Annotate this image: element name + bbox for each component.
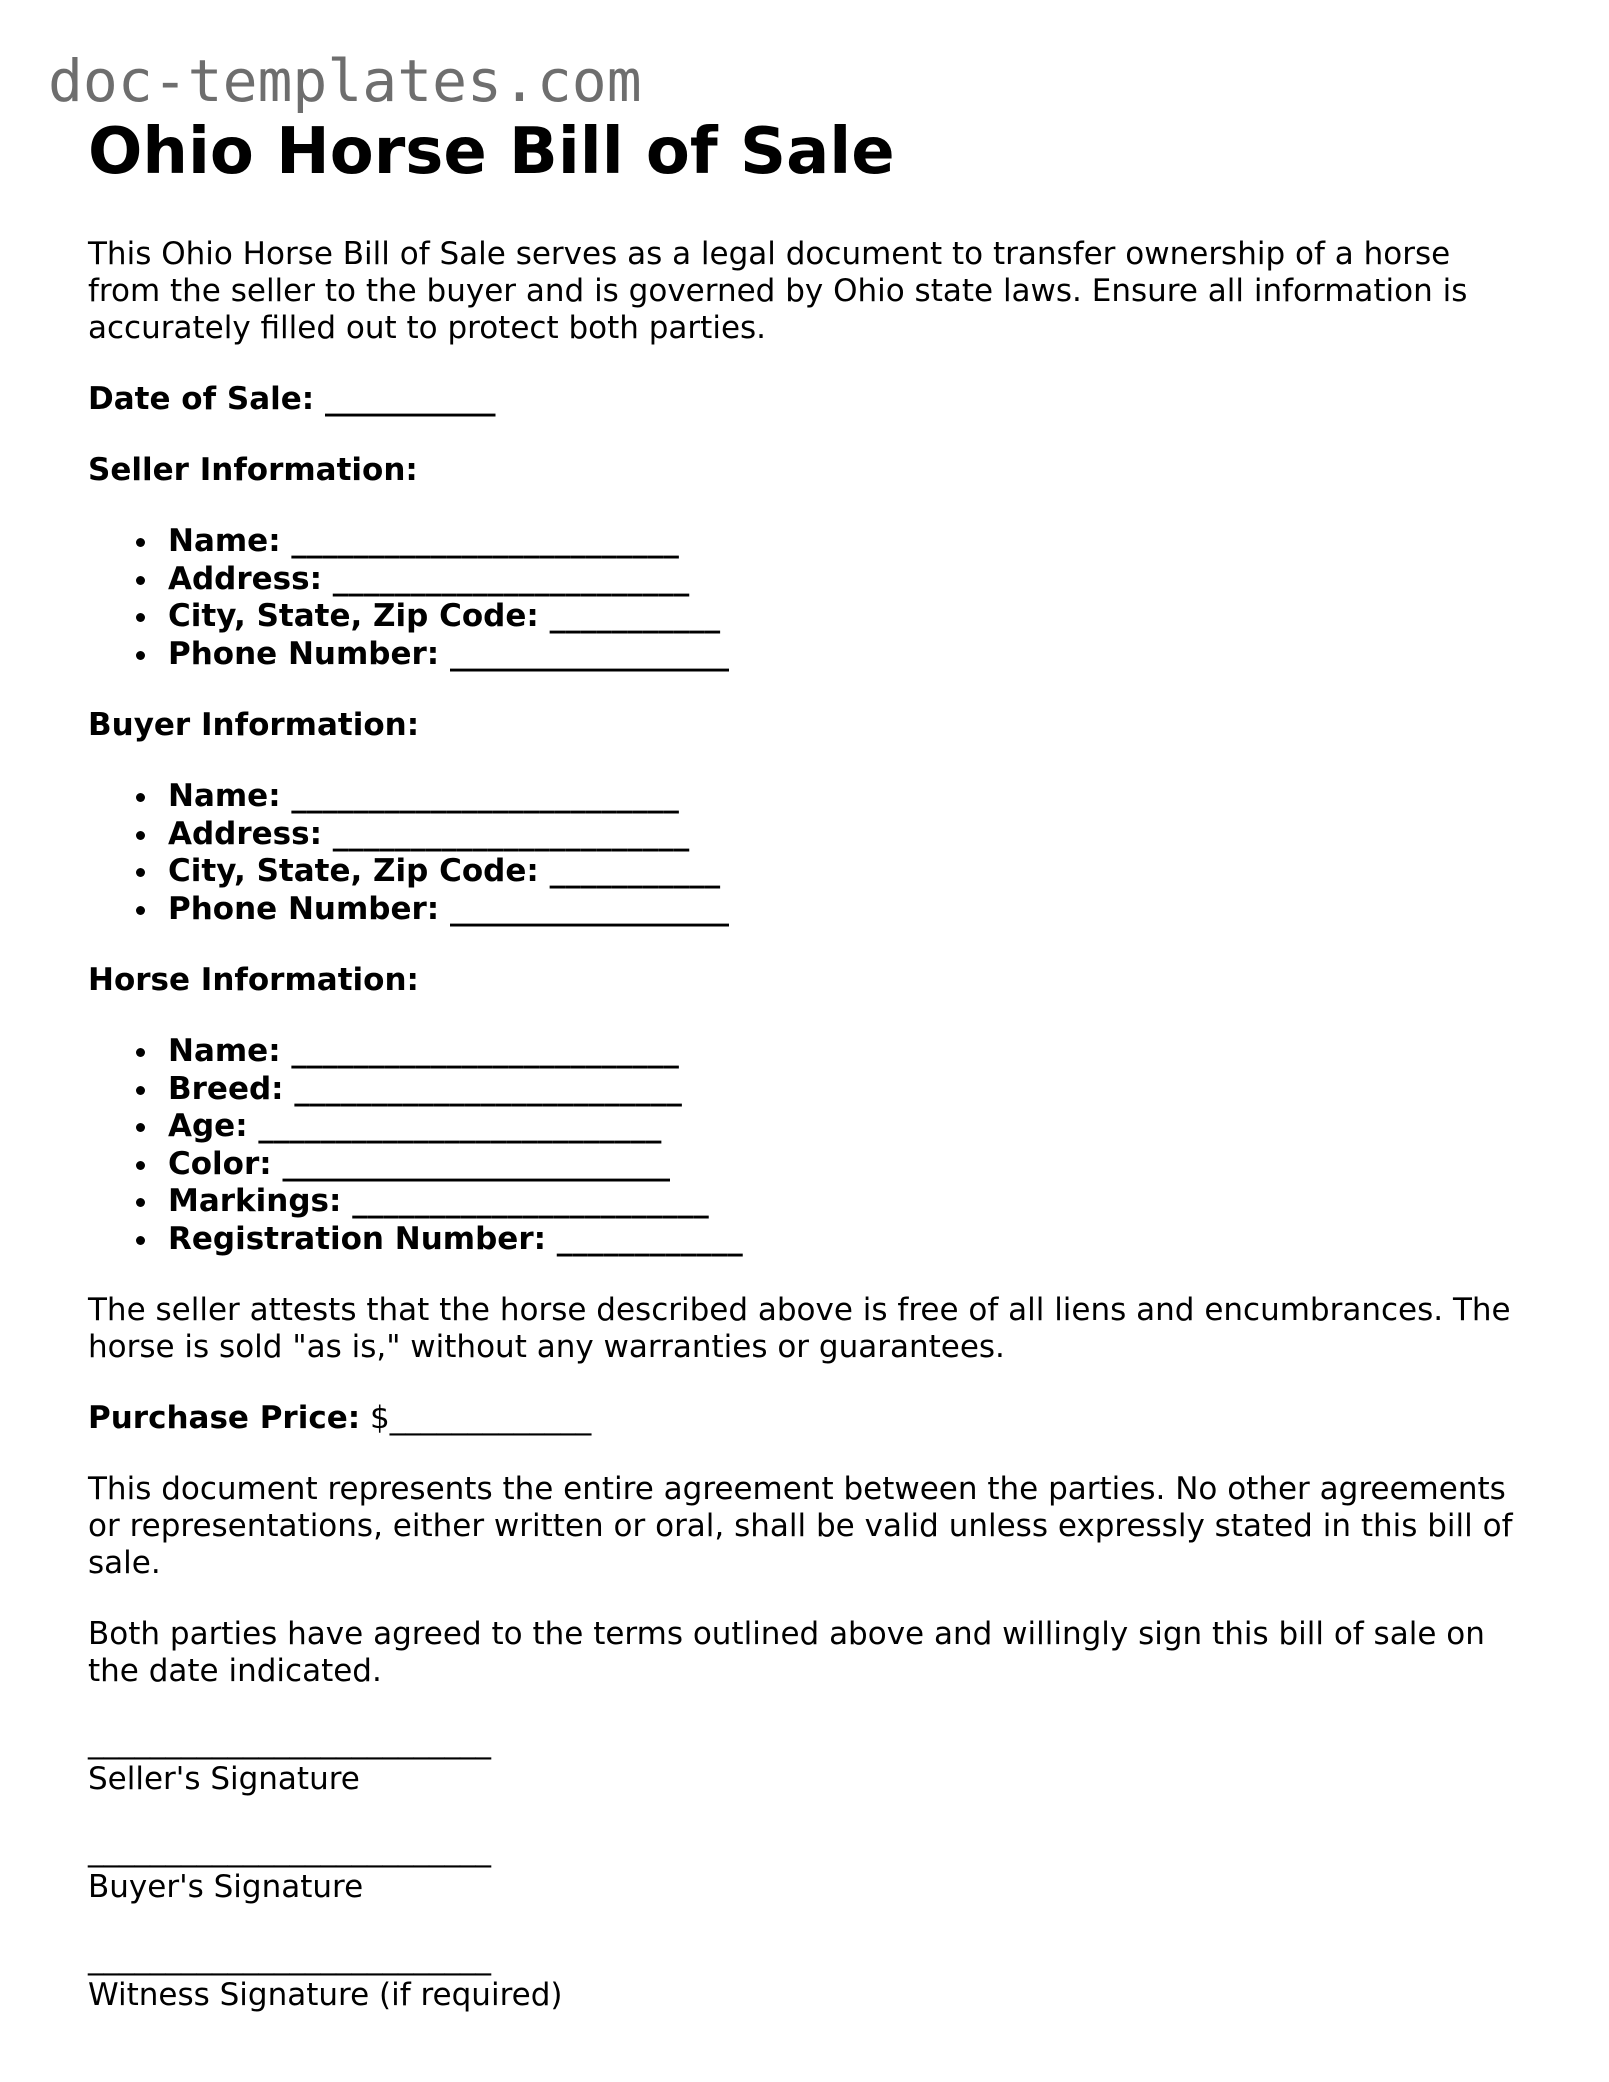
watermark: doc-templates.com [48,47,642,115]
field-label: Name: [168,778,281,814]
witness-signature-label: Witness Signature (if required) [88,1977,563,2013]
field-label: City, State, Zip Code: [168,598,539,634]
field-label: Markings: [168,1183,342,1219]
buyer-signature-line[interactable]: __________________________ [88,1832,491,1868]
entire-agreement-paragraph: This document represents the entire agreement between the parties. No other agreements or representations, either written or oral, shall be valid unless expressly stated in this bill of sale. [88,1471,1513,1581]
seller-phone-field [168,636,1528,674]
buyer-name-blank[interactable]: _________________________ [280,778,679,814]
field-label: Name: [168,523,281,559]
buyer-phone-blank[interactable]: __________________ [439,890,729,927]
seller-city-state-zip-field [168,598,1528,636]
horse-registration-number-blank[interactable]: ____________ [546,1220,743,1257]
buyer-address-field [168,816,1528,854]
horse-color-field [168,1146,1528,1184]
document-body [88,112,1528,2048]
witness-signature-block [88,1940,1528,2014]
buyer-city-state-zip-field [168,853,1528,891]
horse-name-field [168,1033,1528,1071]
field-label: Age: [168,1108,248,1144]
buyer-signature-block [88,1832,1528,1906]
field-label: Breed: [168,1070,284,1107]
seller-phone-blank[interactable]: __________________ [439,635,729,672]
document-title: Ohio Horse Bill of Sale [88,115,895,189]
field-label: Color: [168,1145,272,1182]
seller-signature-block [88,1724,1528,1798]
horse-color-blank[interactable]: _________________________ [271,1145,670,1182]
purchase-price-blank[interactable]: $_____________ [360,1400,592,1436]
horse-section-heading: Horse Information: [88,962,419,998]
field-label: Address: [168,560,322,597]
intro-paragraph: This Ohio Horse Bill of Sale serves as a legal document to transfer ownership of a horse from the seller to the buyer and is governed by Ohio state laws. Ensure all information is accurately filled out to protect both parties. [88,236,1468,346]
seller-fields-list [88,523,1528,673]
buyer-phone-field [168,891,1528,929]
field-label: Address: [168,815,322,852]
field-label: Name: [168,1033,281,1069]
horse-markings-field [168,1183,1528,1221]
seller-section-heading: Seller Information: [88,452,418,488]
field-label: City, State, Zip Code: [168,853,539,889]
field-label: Registration Number: [168,1220,547,1257]
horse-breed-blank[interactable]: _________________________ [283,1070,682,1107]
buyer-name-field [168,778,1528,816]
horse-name-blank[interactable]: _________________________ [280,1033,679,1069]
seller-name-blank[interactable]: _________________________ [280,523,679,559]
horse-fields-list [88,1033,1528,1258]
horse-breed-field [168,1071,1528,1109]
seller-address-blank[interactable]: _______________________ [322,560,690,597]
horse-age-field [168,1108,1528,1146]
buyer-fields-list [88,778,1528,928]
buyer-section-heading: Buyer Information: [88,707,420,743]
seller-city-state-zip-blank[interactable]: ___________ [538,598,721,634]
purchase-price-field [88,1400,1528,1437]
field-label: Phone Number: [168,890,440,927]
purchase-price-label: Purchase Price: [88,1400,361,1436]
seller-signature-line[interactable]: __________________________ [88,1724,491,1760]
horse-registration-number-field [168,1221,1528,1259]
attestation-paragraph: The seller attests that the horse described above is free of all liens and encumbrances. The horse is sold "as is," without any warranties or guarantees. [88,1292,1511,1365]
date-of-sale-field [88,381,1528,418]
seller-name-field [168,523,1528,561]
witness-signature-line[interactable]: __________________________ [88,1940,491,1976]
horse-age-blank[interactable]: __________________________ [247,1108,662,1144]
agreement-paragraph: Both parties have agreed to the terms outlined above and willingly sign this bill of sale on the date indicated. [88,1616,1485,1689]
field-label: Phone Number: [168,635,440,672]
seller-address-field [168,561,1528,599]
date-of-sale-blank[interactable]: ___________ [314,381,496,417]
buyer-city-state-zip-blank[interactable]: ___________ [538,853,721,889]
date-of-sale-label: Date of Sale: [88,381,315,417]
buyer-signature-label: Buyer's Signature [88,1869,364,1905]
horse-markings-blank[interactable]: _______________________ [341,1183,709,1219]
buyer-address-blank[interactable]: _______________________ [322,815,690,852]
seller-signature-label: Seller's Signature [88,1761,360,1797]
